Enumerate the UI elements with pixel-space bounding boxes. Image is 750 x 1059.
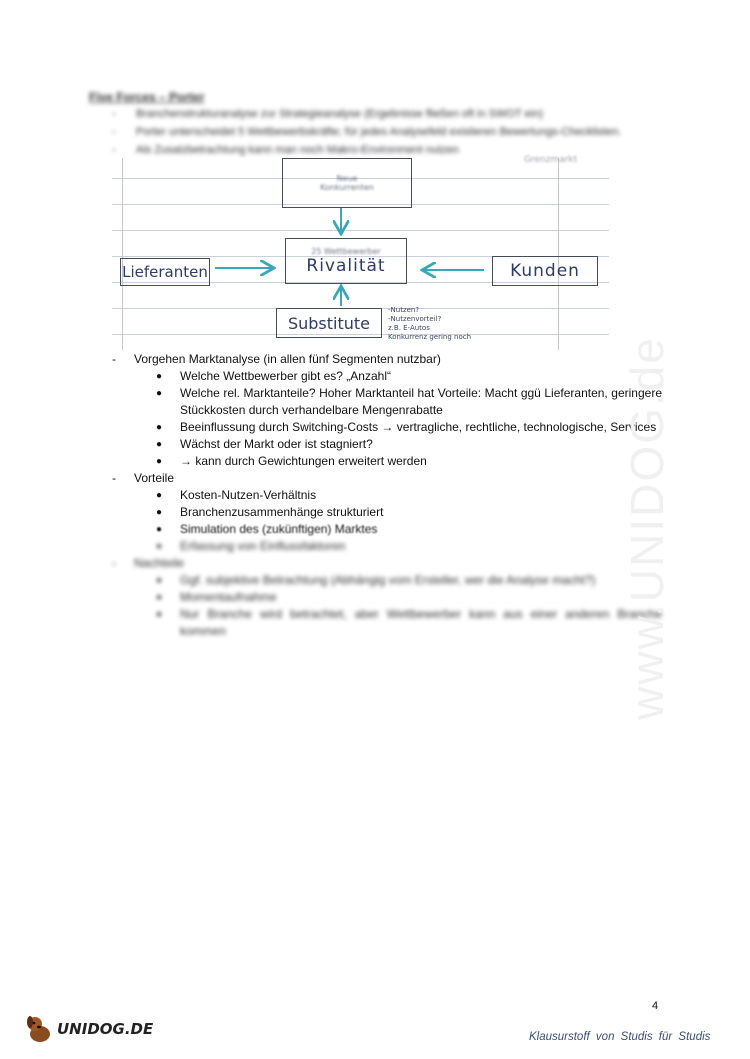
box-small-label: 25 Wettbewerber	[311, 246, 381, 256]
grenzmarkt-note: Grenzmarkt	[524, 155, 578, 165]
list-item-text: Nur Branche wird betrachtet, aber Wettbewerber kann aus einer anderen Branche kommen	[180, 607, 662, 638]
section-title: - Vorteile	[112, 471, 175, 485]
list-item: - Branchenstrukturanalyse zur Strategieanalyse (Ergebnisse fließen oft in SWOT ein)	[112, 108, 672, 126]
list-item: - Porter unterscheidet 5 Wettbewerbskräfte; für jedes Analysefeld existieren Bewertungs-Checklisten.	[112, 126, 672, 144]
list-item: ● → kann durch Gewichtungen erweitert werden	[112, 453, 662, 470]
box-label: Substitute	[287, 313, 371, 333]
list-item: ● Erfassung von Einflussfaktoren	[112, 538, 662, 555]
box-label: Neue	[336, 174, 358, 183]
section-title-text: Vorteile	[134, 471, 175, 485]
list-item-text: Momentaufnahme	[180, 590, 277, 604]
list-item: ● Momentaufnahme	[112, 589, 662, 606]
list-item-text: Simulation des (zukünftigen) Marktes	[180, 522, 378, 536]
list-item: ● Beeinflussung durch Switching-Costs → vertragliche, rechtliche, technologische, Services	[112, 419, 662, 436]
list-item: ● Nur Branche wird betrachtet, aber Wettbewerber kann aus einer anderen Branche kommen	[156, 607, 662, 638]
section-title: - Vorgehen Marktanalyse (in allen fünf Segmenten nutzbar)	[112, 352, 441, 366]
watermark: www.UNIDOG.de	[621, 336, 673, 720]
diagram-arrows	[112, 155, 609, 350]
list-item-text: Ggf. subjektive Betrachtung (Abhängig vom Ersteller, wer die Analyse macht?)	[180, 573, 596, 587]
list-item-text: Kosten-Nutzen-Verhältnis	[180, 488, 317, 502]
note-line: -Nutzen?	[388, 306, 420, 314]
list-item-text: Beeinflussung durch Switching-Costs → vertragliche, rechtliche, technologische, Services	[180, 420, 657, 434]
list-item-text: Welche rel. Marktanteile? Hoher Marktanteil hat Vorteile: Macht ggü Lieferanten, geringere Stückkosten durch verhandelbare Mengenrabatte	[180, 386, 662, 417]
list-item: - Als Zusatzbetrachtung kann man noch Makro-Environment nutzen	[112, 144, 672, 162]
section-title-text: Nachteile	[134, 556, 185, 570]
note-line: -Nutzenvorteil?	[388, 315, 442, 323]
list-item: ● Ggf. subjektive Betrachtung (Abhängig vom Ersteller, wer die Analyse macht?)	[112, 572, 662, 589]
list-item-text: Welche Wettbewerber gibt es? „Anzahl“	[180, 369, 391, 383]
box-label: Rivalität	[306, 255, 386, 276]
list-item-text: Branchenstrukturanalyse zur Strategieanalyse (Ergebnisse fließen oft in SWOT ein)	[136, 108, 543, 120]
box-label: Lieferanten	[122, 263, 208, 281]
box-label: Konkurrenten	[320, 183, 374, 192]
list-item-text: Branchenzusammenhänge strukturiert	[180, 505, 384, 519]
list-item-text: → kann durch Gewichtungen erweitert werden	[180, 454, 427, 468]
list-item: ● Welche Wettbewerber gibt es? „Anzahl“	[112, 368, 662, 385]
unidog-logo	[25, 1014, 153, 1044]
list-item-text: Porter unterscheidet 5 Wettbewerbskräfte; für jedes Analysefeld existieren Bewertungs-Checklisten.	[136, 126, 622, 138]
section-title: - Nachteile	[112, 556, 185, 570]
list-item: ● Branchenzusammenhänge strukturiert	[112, 504, 662, 521]
page-number: 4	[652, 1000, 659, 1012]
list-item-text: Erfassung von Einflussfaktoren	[180, 539, 346, 553]
logo-text: UNIDOG.DE	[57, 1020, 154, 1038]
section-heading: Five Forces – Porter	[89, 90, 205, 104]
list-item: ● Welche rel. Marktanteile? Hoher Marktanteil hat Vorteile: Macht ggü Lieferanten, geringere Stückkosten durch verhandelbare Mengenrabatte	[156, 386, 662, 417]
box-label: Kunden	[510, 261, 580, 281]
note-line: z.B. E-Autos	[388, 324, 430, 332]
list-item: ● Wächst der Markt oder ist stagniert?	[112, 436, 662, 453]
list-item-text: Wächst der Markt oder ist stagniert?	[180, 437, 373, 451]
dog-icon	[25, 1014, 53, 1044]
list-item-text: Als Zusatzbetrachtung kann man noch Makro-Environment nutzen	[136, 144, 459, 156]
section-title-text: Vorgehen Marktanalyse (in allen fünf Segmenten nutzbar)	[134, 352, 441, 366]
analysis-list	[112, 351, 662, 640]
list-item: ● Simulation des (zukünftigen) Marktes	[112, 521, 662, 538]
footer-slogan: Klausurstoff von Studis für Studis	[529, 1031, 711, 1043]
list-item: ● Kosten-Nutzen-Verhältnis	[112, 487, 662, 504]
five-forces-diagram	[112, 155, 609, 350]
intro-list	[112, 108, 672, 162]
note-line: Konkurrenz gering noch	[388, 333, 472, 341]
